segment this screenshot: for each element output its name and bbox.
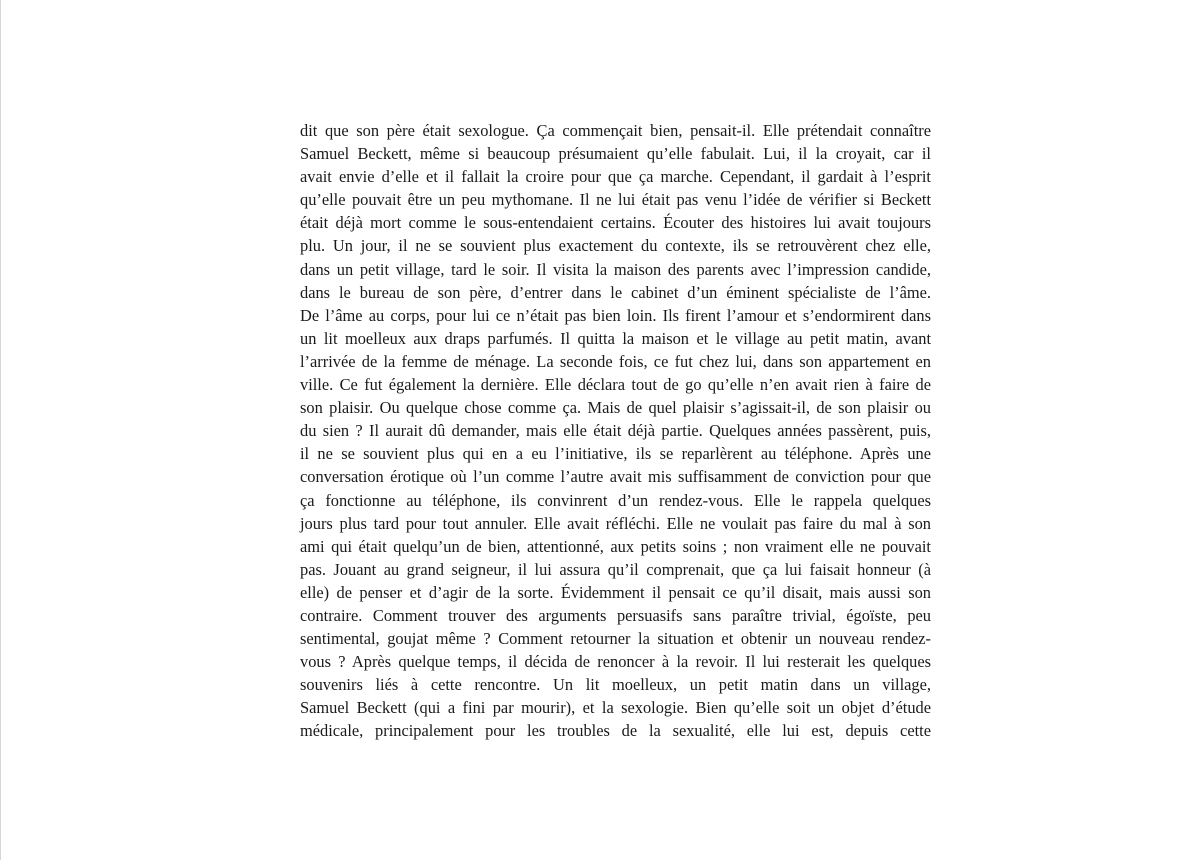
text-line-11: l’arrivée de la femme de ménage. La seconde fois, ce fut chez lui, dans son appartement en (300, 351, 931, 371)
text-line-2: Samuel Beckett, même si beaucoup présumaient qu’elle fabulait. Lui, il la croyait, car il (300, 144, 931, 164)
text-line-22: contraire. Comment trouver des arguments persuasifs sans paraître trivial, égoïste, peu (300, 605, 931, 625)
text-line-23: sentimental, goujat même ? Comment retourner la situation et obtenir un nouveau rendez- (300, 629, 931, 649)
text-line-17: ça fonctionne au téléphone, ils convinrent d’un rendez-vous. Elle le rappela quelques (300, 490, 931, 510)
text-line-8: dans le bureau de son père, d’entrer dans le cabinet d’un éminent spécialiste de l’âme. (300, 282, 931, 302)
text-line-15: il ne se souvient plus qui en a eu l’initiative, ils se reparlèrent au téléphone. Après une (300, 444, 931, 464)
text-line-25: souvenirs liés à cette rencontre. Un lit moelleux, un petit matin dans un village, (300, 675, 931, 695)
text-line-1: dit que son père était sexologue. Ça commençait bien, pensait-il. Elle prétendait connaître (300, 121, 931, 140)
text-line-5: était déjà mort comme le sous-entendaient certains. Écouter des histoires lui avait toujours (300, 213, 931, 233)
text-line-10: un lit moelleux aux draps parfumés. Il quitta la maison et le village au petit matin, avant (300, 328, 931, 348)
text-line-18: jours plus tard pour tout annuler. Elle avait réfléchi. Elle ne voulait pas faire du mal à son (300, 513, 931, 533)
text-line-20: pas. Jouant au grand seigneur, il lui assura qu’il comprenait, que ça lui faisait honneur (à (300, 559, 931, 579)
text-line-19: ami qui était quelqu’un de bien, attentionné, aux petits soins ; non vraiment elle ne pouvait (300, 536, 931, 556)
text-line-13: son plaisir. Ou quelque chose comme ça. Mais de quel plaisir s’agissait-il, de son plaisir ou (300, 398, 931, 418)
text-line-14: du sien ? Il aurait dû demander, mais elle était déjà partie. Quelques années passèrent, puis, (300, 421, 931, 441)
text-line-6: plu. Un jour, il ne se souvient plus exactement du contexte, ils se retrouvèrent chez elle, (300, 236, 931, 256)
text-line-9: De l’âme au corps, pour lui ce n’était pas bien loin. Ils firent l’amour et s’endormirent dans (300, 305, 931, 325)
text-line-4: qu’elle pouvait être un peu mythomane. Il ne lui était pas venu l’idée de vérifier si Beckett (300, 190, 931, 210)
text-line-27: médicale, principalement pour les troubles de la sexualité, elle lui est, depuis cette (300, 721, 931, 741)
text-line-21: elle) de penser et d’agir de la sorte. Évidemment il pensait ce qu’il disait, mais aussi son (300, 582, 931, 602)
body-text (300, 119, 931, 743)
text-line-16: conversation érotique où l’un comme l’autre avait mis suffisamment de conviction pour que (300, 467, 931, 487)
text-line-12: ville. Ce fut également la dernière. Elle déclara tout de go qu’elle n’en avait rien à faire de (300, 375, 931, 395)
text-line-26: Samuel Beckett (qui a fini par mourir), et la sexologie. Bien qu’elle soit un objet d’étude (300, 698, 931, 718)
text-line-24: vous ? Après quelque temps, il décida de renoncer à la revoir. Il lui resterait les quelques (300, 652, 931, 672)
text-line-7: dans un petit village, tard le soir. Il visita la maison des parents avec l’impression candide, (300, 259, 931, 279)
text-line-3: avait envie d’elle et il fallait la croire pour que ça marche. Cependant, il gardait à l’esprit (300, 167, 931, 187)
